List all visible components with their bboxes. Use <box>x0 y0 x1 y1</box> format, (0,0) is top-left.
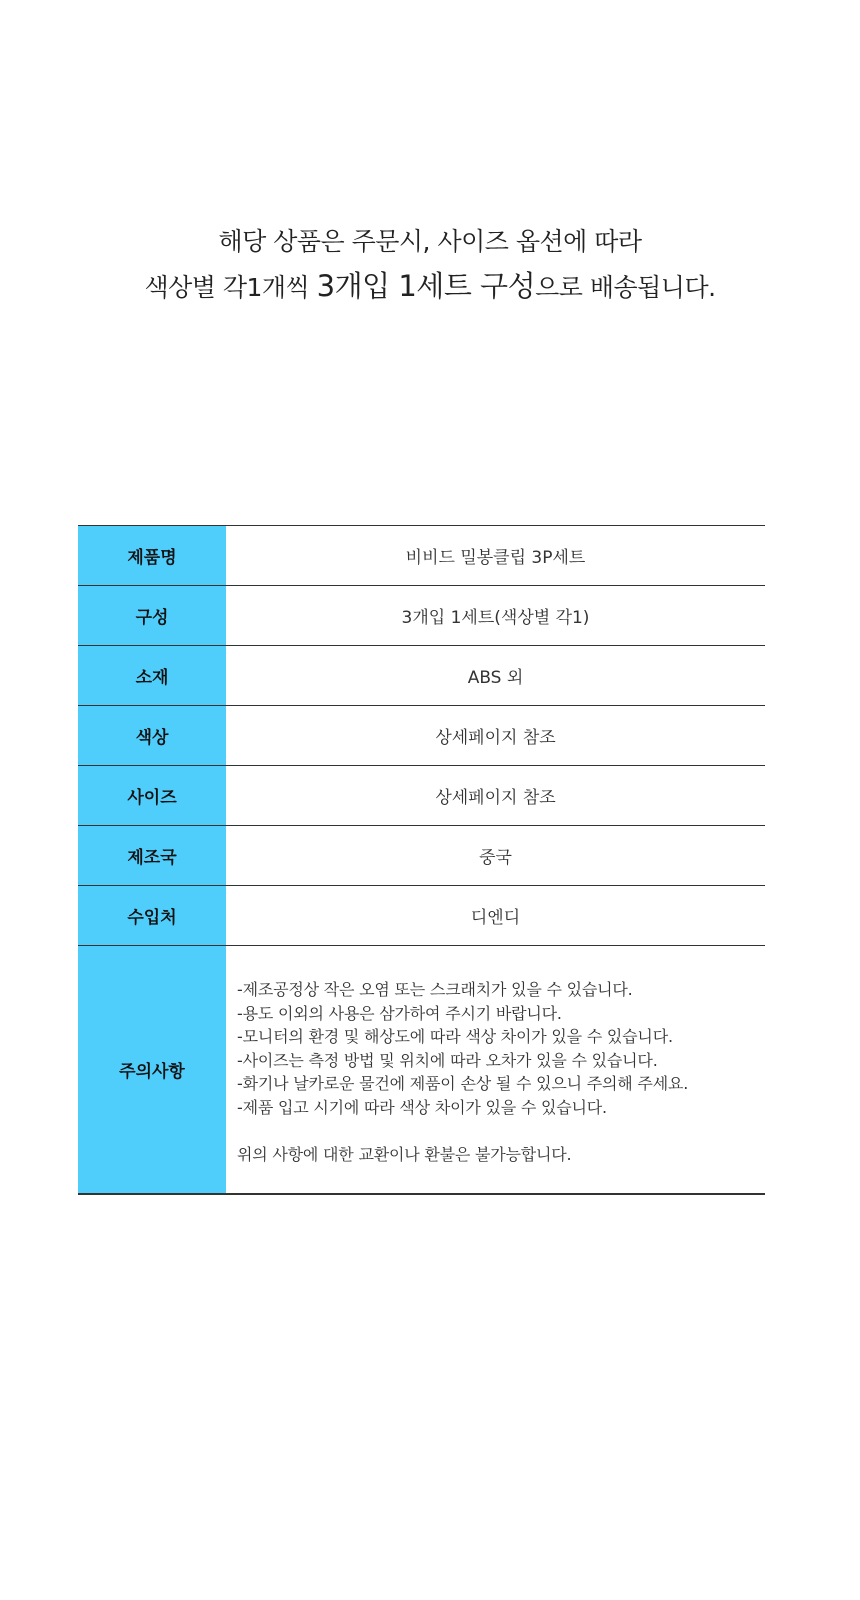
spec-label: 주의사항 <box>78 946 226 1193</box>
spec-value: 상세페이지 참조 <box>435 788 556 808</box>
spec-row-product-name <box>78 526 765 586</box>
spec-row-country <box>78 826 765 886</box>
precaution-item: -제품 입고 시기에 따라 색상 차이가 있을 수 있습니다. <box>237 1097 607 1117</box>
precautions-list <box>237 978 688 1166</box>
spec-label: 구성 <box>78 586 226 645</box>
precaution-item: -용도 이외의 사용은 삼가하여 주시기 바랍니다. <box>237 1003 562 1023</box>
spec-label: 사이즈 <box>78 766 226 825</box>
precaution-item: -제조공정상 작은 오염 또는 스크래치가 있을 수 있습니다. <box>237 980 633 999</box>
product-spec-table <box>78 525 765 1195</box>
precaution-item: -사이즈는 측정 방법 및 위치에 따라 오차가 있을 수 있습니다. <box>237 1050 658 1070</box>
spec-row-importer <box>78 886 765 946</box>
spec-row-color <box>78 706 765 766</box>
headline-line-1: 해당 상품은 주문시, 사이즈 옵션에 따라 <box>218 227 642 256</box>
spec-label: 소재 <box>78 646 226 705</box>
precautions-content <box>226 946 765 1193</box>
spec-value: 디엔디 <box>470 908 521 928</box>
spec-row-composition <box>78 586 765 646</box>
spec-value: 상세페이지 참조 <box>435 728 556 748</box>
headline-line-2-prefix: 색상별 각1개씩 <box>144 273 317 302</box>
precautions-footer: 위의 사항에 대한 교환이나 환불은 불가능합니다. <box>237 1144 572 1164</box>
spec-row-precautions <box>78 946 765 1193</box>
spec-label: 수입처 <box>78 886 226 945</box>
spec-label: 제품명 <box>78 526 226 585</box>
precaution-item: -화기나 날카로운 물건에 제품이 손상 될 수 있으니 주의해 주세요. <box>237 1074 689 1093</box>
precaution-item: -모니터의 환경 및 해상도에 따라 색상 차이가 있을 수 있습니다. <box>237 1027 673 1046</box>
spec-row-size <box>78 766 765 826</box>
headline-line-2-suffix: 으로 배송됩니다. <box>535 273 716 302</box>
headline-line-2-emphasis: 3개입 1세트 구성 <box>316 269 536 303</box>
spec-value: 중국 <box>479 848 512 868</box>
spec-row-material <box>78 646 765 706</box>
headline-line-2 <box>0 264 860 310</box>
spec-label: 색상 <box>78 706 226 765</box>
headline <box>0 220 860 310</box>
spec-label: 제조국 <box>78 826 226 885</box>
spec-value: ABS 외 <box>467 668 524 688</box>
spec-value: 비비드 밀봉클립 3P세트 <box>405 548 586 568</box>
spec-value: 3개입 1세트(색상별 각1) <box>401 608 590 628</box>
